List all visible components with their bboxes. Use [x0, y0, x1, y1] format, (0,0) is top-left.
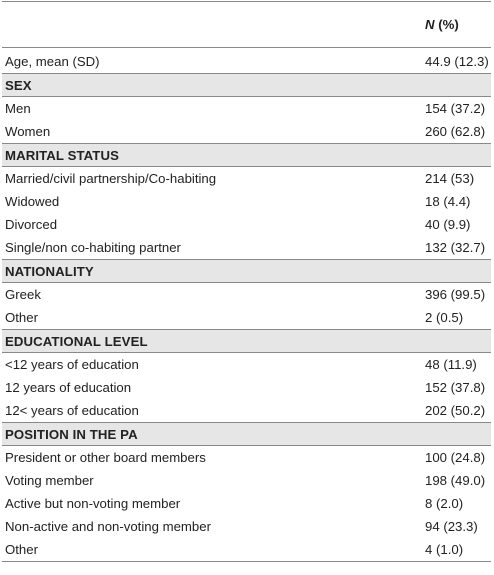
table-row — [2, 236, 491, 259]
row-label: Active but non-voting member — [5, 496, 181, 511]
header-percent: (%) — [434, 17, 459, 32]
section-title: POSITION IN THE PA — [5, 426, 138, 442]
row-label: <12 years of education — [5, 357, 139, 372]
row-value: 396 (99.5) — [425, 287, 486, 302]
table-row — [2, 120, 491, 143]
row-value: 18 (4.4) — [425, 194, 471, 209]
table-body — [2, 50, 491, 561]
row-label: Voting member — [5, 473, 94, 488]
row-label: President or other board members — [5, 450, 206, 465]
row-value: 94 (23.3) — [425, 519, 478, 534]
table-row — [2, 538, 491, 561]
section-header-row — [2, 422, 491, 446]
section-title: EDUCATIONAL LEVEL — [5, 333, 148, 349]
table-row — [2, 353, 491, 376]
table-row — [2, 446, 491, 469]
row-label: Widowed — [5, 194, 60, 209]
table-row — [2, 167, 491, 190]
row-label: Other — [5, 542, 38, 557]
row-value: 4 (1.0) — [425, 542, 464, 557]
row-label: Age, mean (SD) — [5, 54, 100, 69]
row-label: Married/civil partnership/Co-habiting — [5, 171, 217, 186]
table-row — [2, 469, 491, 492]
section-header-row — [2, 73, 491, 97]
demographics-table — [2, 1, 491, 562]
row-label: Non-active and non-voting member — [5, 519, 211, 534]
row-value: 48 (11.9) — [425, 357, 477, 372]
table-header — [2, 2, 491, 48]
section-title: NATIONALITY — [5, 263, 94, 279]
row-label: 12< years of education — [5, 403, 139, 418]
row-value: 260 (62.8) — [425, 124, 486, 139]
table-row — [2, 515, 491, 538]
section-header-row — [2, 143, 491, 167]
section-title: SEX — [5, 77, 32, 93]
row-value: 8 (2.0) — [425, 496, 464, 511]
row-label: Single/non co-habiting partner — [5, 240, 181, 255]
row-value: 198 (49.0) — [425, 473, 486, 488]
header-n: N — [425, 17, 435, 32]
table-row — [2, 283, 491, 306]
row-label: Greek — [5, 287, 41, 302]
row-value: 202 (50.2) — [425, 403, 486, 418]
row-value: 100 (24.8) — [425, 450, 486, 465]
row-label: 12 years of education — [5, 380, 132, 395]
row-value: 152 (37.8) — [425, 380, 486, 395]
header-value-cell — [423, 17, 491, 32]
table-row — [2, 190, 491, 213]
row-value: 154 (37.2) — [425, 101, 486, 116]
row-value: 44.9 (12.3) — [425, 54, 489, 69]
section-title: MARITAL STATUS — [5, 147, 119, 163]
table-row — [2, 213, 491, 236]
table-row — [2, 50, 491, 73]
section-header-row — [2, 329, 491, 353]
row-value: 40 (9.9) — [425, 217, 471, 232]
row-value: 2 (0.5) — [425, 310, 464, 325]
row-value: 214 (53) — [425, 171, 475, 186]
section-header-row — [2, 259, 491, 283]
row-label: Women — [5, 124, 51, 139]
table-row — [2, 399, 491, 422]
table-row — [2, 376, 491, 399]
row-label: Men — [5, 101, 31, 116]
row-value: 132 (32.7) — [425, 240, 486, 255]
table-row — [2, 306, 491, 329]
row-label: Other — [5, 310, 38, 325]
row-label: Divorced — [5, 217, 58, 232]
table-row — [2, 97, 491, 120]
table-row — [2, 492, 491, 515]
